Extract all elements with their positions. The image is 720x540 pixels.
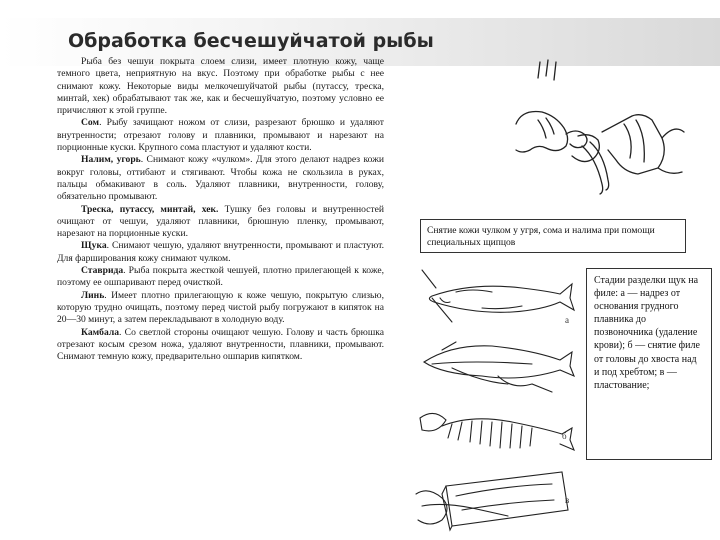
label-b: б	[562, 431, 567, 441]
eel-skinning-illustration	[512, 54, 687, 199]
paragraph-burbot-eel: Налим, угорь. Снимают кожу «чулком». Для этого делают надрез кожи вокруг головы, оттибают и стягивают. Чтобы кожа не скользила в руках, пальцы обмакивают в соль. Удаляют плавники, внутренности, голову, обязательно промывают.	[57, 154, 384, 203]
paragraph-cod: Треска, путассу, минтай, хек. Тушку без головы и внутренностей очищают от чешуи, удаляют плавники, брюшную пленку, промывают, нарезают на порционные куски.	[57, 203, 384, 240]
label-v: в	[565, 495, 570, 505]
cutting-board	[446, 472, 568, 526]
page-title: Обработка бесчешуйчатой рыбы	[68, 30, 434, 52]
pike-stages-caption: Стадии разделки щук на филе: а — надрез от основания грудного плавника до позвоночника (удаление крови); б — снятие филе от головы до хвоста над и под хребтом; в — пластование;	[586, 268, 712, 460]
body-text	[57, 56, 384, 363]
paragraph-catfish: Сом. Рыбу зачищают ножом от слизи, разрезают брюшко и удаляют внутренности; отрезают голову и плавники, промывают и нарезают на порционные куски. Крупного сома пластуют и удаляют кости.	[57, 117, 384, 154]
intro-paragraph: Рыба без чешуи покрыта слоем слизи, имеет плотную кожу, чаще темного цвета, неприятную на вкус. Поэтому при обработке рыбы с нее снимают кожу. Некоторые виды мелкочешуйчатой рыбы (путассу, треска, минтай, хек) обрабатывают так же, как и бесчешуйчатую, поэтому условно ее причисляют к этой группе.	[57, 56, 384, 117]
paragraph-tench: Линь. Имеет плотно прилегающую к коже чешую, покрытую слизью, которую трудно очищать, поэтому перед чистой рыбу погружают в кипяток на 20—30 минут, а затем перекладывают в холодную воду.	[57, 289, 384, 326]
paragraph-horse-mackerel: Ставрида. Рыба покрыта жесткой чешуей, плотно прилегающей к коже, поэтому ее ошпаривают перед очисткой.	[57, 265, 384, 289]
term: Треска, путассу, минтай, хек.	[81, 203, 219, 215]
term: Щука	[81, 240, 107, 252]
knife	[422, 504, 508, 516]
term: Сом	[81, 117, 100, 129]
paragraph-flounder: Камбала. Со светлой стороны очищают чешую. Голову и часть брюшка отрезают косым срезом ножа, удаляют внутренности, плавники, промывают. Снимают темную кожу, предварительно ошпарив кипятком.	[57, 326, 384, 363]
label-a: а	[565, 315, 569, 325]
term: Линь	[81, 289, 105, 301]
pike-stages-illustration	[412, 258, 577, 540]
paragraph-pike: Щука. Снимают чешую, удаляют внутренности, промывают и пластуют. Для фарширования кожу снимают чулком.	[57, 240, 384, 264]
term: Камбала	[81, 326, 120, 338]
term: Налим, угорь	[81, 154, 141, 166]
term: Ставрида	[81, 265, 124, 277]
eel-skinning-caption: Снятие кожи чулком у угря, сома и налима при помощи специальных щипцов	[420, 219, 686, 253]
